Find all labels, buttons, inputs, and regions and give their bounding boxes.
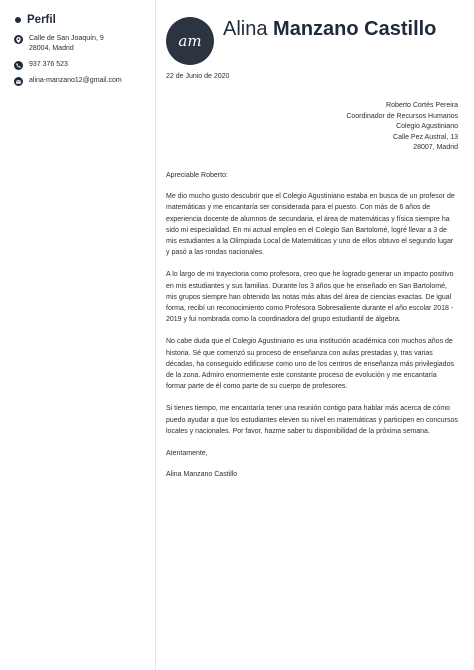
- recipient-street: Calle Pez Austral, 13: [393, 133, 458, 141]
- profile-section-title: [14, 14, 146, 26]
- sidebar-divider: [155, 0, 156, 670]
- letter-paragraph-3: No cabe duda que el Colegio Agustiniano es una institución académica con muchos años de historia. Sé que comenzó su proceso de enseñanza con aulas prestadas y, tras varias décadas, ha conseguido edificarse como uno de los centros de enseñanza más privilegiados de la zona. Admiro enormemente este constante proceso de evolución y me encantaría formar parte de él como parte de su cuerpo de profesores.: [166, 338, 454, 391]
- address-line2: 28004, Madrid: [29, 45, 74, 52]
- phone-icon: [14, 61, 23, 70]
- letter-paragraph-2: A lo largo de mi trayectoria como profesora, creo que he logrado generar un impacto positivo en mis estudiantes y sus familias. Durante los 3 años que he enseñado en San Bartolomé, mis grupos siempre han obtenido las notas más altas del área de ciencias exactas. De igual forma, recibí un reconocimiento como Profesora Sobresaliente durante el año escolar 2018 - 2019 y fui nombrada como la coordinadora del grupo estudiantil de álgebra.: [166, 271, 454, 324]
- address-text: [29, 34, 104, 54]
- letter-paragraph-4: Si tienes tiempo, me encantaría tener una reunión contigo para hablar más acerca de cómo puedo ayudar a que los estudiantes eleven su nivel en matemáticas y participen en concursos locales y nacionales. Por favor, hazme saber tu disponibilidad de la próxima semana.: [166, 405, 458, 435]
- phone-row: [14, 60, 146, 70]
- section-bullet-icon: [15, 17, 21, 23]
- address-row: [14, 34, 146, 54]
- letter-date: 22 de Junio de 2020: [166, 73, 230, 80]
- recipient-block: [346, 101, 458, 154]
- recipient-company: Colegio Agustiniano: [396, 123, 458, 130]
- map-pin-icon: [14, 35, 23, 44]
- first-name: Alina: [223, 18, 268, 40]
- phone-text: 937 376 523: [29, 61, 68, 68]
- applicant-name: [223, 18, 436, 41]
- last-name: Manzano Castillo: [273, 18, 437, 40]
- letter-body: [166, 170, 458, 491]
- monogram-avatar: [166, 17, 214, 65]
- profile-title-text: Perfil: [27, 14, 56, 26]
- email-text[interactable]: alina-manzano12@gmail.com: [29, 77, 122, 84]
- monogram-text: am: [178, 32, 202, 50]
- letter-paragraph-1: Me dio mucho gusto descubrir que el Colegio Agustiniano estaba en busca de un profesor de matemáticas y me encantaría ser considerada para el puesto. Con más de 6 años de experiencia docente de alumnos de secundaria, el área de matemáticas y física siempre ha sido mi especialidad. En mi actual empleo en el Colegio San Bartolomé, logré llevar a 3 de mis estudiantes a la Olimpiada Local de Matemáticas y uno de ellos obtuvo el segundo lugar y pasó a las rondas nacionales.: [166, 193, 455, 257]
- letter-closing: Atentamente,: [166, 450, 208, 458]
- recipient-role: Coordinador de Recursos Humanos: [346, 112, 458, 120]
- recipient-city: 28007, Madrid: [413, 144, 458, 151]
- recipient-name: Roberto Cortés Pereira: [386, 102, 458, 109]
- email-row: [14, 76, 146, 86]
- letter-signature: Alina Manzano Castillo: [166, 471, 238, 479]
- letter-greeting: Apreciable Roberto:: [166, 172, 228, 179]
- email-icon: [14, 77, 23, 86]
- address-line1: Calle de San Joaquín, 9: [29, 35, 104, 42]
- sidebar: [14, 14, 146, 92]
